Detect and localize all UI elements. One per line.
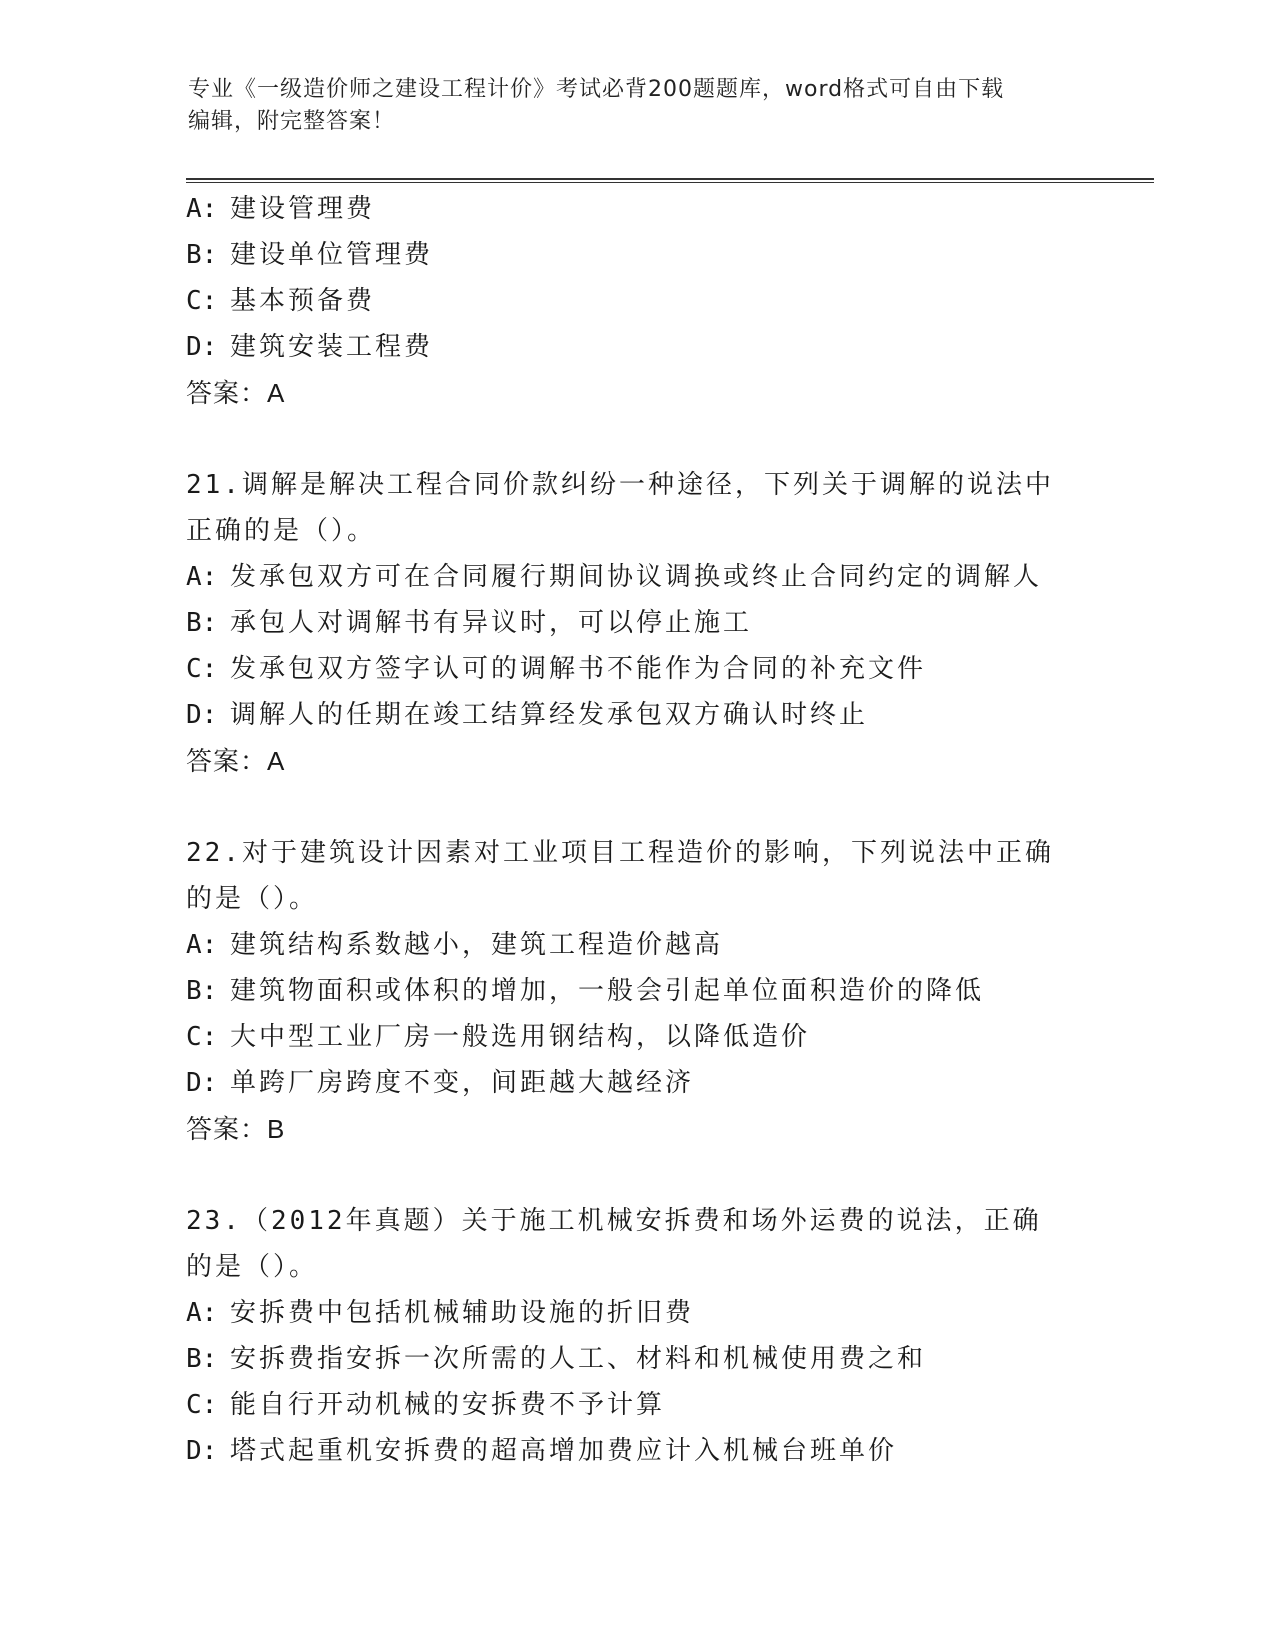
option-text: 基本预备费 bbox=[230, 286, 376, 316]
option-letter: A: bbox=[186, 1298, 218, 1328]
option-a bbox=[186, 186, 1086, 232]
option-letter: D: bbox=[186, 1068, 218, 1098]
option-text: 单跨厂房跨度不变，间距越大越经济 bbox=[230, 1068, 695, 1098]
option-text: 发承包双方可在合同履行期间协议调换或终止合同约定的调解人 bbox=[230, 562, 1043, 592]
spacer bbox=[186, 1152, 1086, 1198]
option-b bbox=[186, 600, 1086, 646]
option-c bbox=[186, 278, 1086, 324]
header-title-line: 专业《一级造价师之建设工程计价》考试必背200题题库，word格式可自由下载 bbox=[188, 77, 1005, 102]
option-letter: B: bbox=[186, 976, 218, 1006]
option-text: 建设单位管理费 bbox=[230, 240, 434, 270]
option-text: 调解人的任期在竣工结算经发承包双方确认时终止 bbox=[230, 700, 869, 730]
option-letter: C: bbox=[186, 286, 218, 316]
option-letter: B: bbox=[186, 608, 218, 638]
answer-line: 答案：A bbox=[186, 746, 286, 776]
option-text: 建筑结构系数越小，建筑工程造价越高 bbox=[230, 930, 724, 960]
option-text: 能自行开动机械的安拆费不予计算 bbox=[230, 1390, 666, 1420]
option-text: 建筑物面积或体积的增加，一般会引起单位面积造价的降低 bbox=[230, 976, 985, 1006]
header-divider bbox=[186, 178, 1154, 183]
question-stem: 22.对于建筑设计因素对工业项目工程造价的影响，下列说法中正确的是（）。 bbox=[186, 838, 1054, 914]
spacer bbox=[186, 416, 1086, 462]
option-letter: B: bbox=[186, 1344, 218, 1374]
option-c bbox=[186, 646, 1086, 692]
option-letter: C: bbox=[186, 654, 218, 684]
option-text: 发承包双方签字认可的调解书不能作为合同的补充文件 bbox=[230, 654, 927, 684]
option-b bbox=[186, 968, 1086, 1014]
spacer bbox=[186, 784, 1086, 830]
question-stem: 23.（2012年真题）关于施工机械安拆费和场外运费的说法，正确的是（）。 bbox=[186, 1206, 1042, 1282]
question-item bbox=[186, 462, 1086, 784]
option-d bbox=[186, 692, 1086, 738]
question-list bbox=[186, 186, 1086, 1474]
option-text: 安拆费指安拆一次所需的人工、材料和机械使用费之和 bbox=[230, 1344, 927, 1374]
option-a bbox=[186, 554, 1086, 600]
option-a bbox=[186, 922, 1086, 968]
question-stem: 21.调解是解决工程合同价款纠纷一种途径，下列关于调解的说法中正确的是（）。 bbox=[186, 470, 1054, 546]
option-text: 塔式起重机安拆费的超高增加费应计入机械台班单价 bbox=[230, 1436, 898, 1466]
option-text: 承包人对调解书有异议时，可以停止施工 bbox=[230, 608, 753, 638]
option-letter: A: bbox=[186, 930, 218, 960]
document-header bbox=[188, 74, 1068, 138]
option-a bbox=[186, 1290, 1086, 1336]
answer-line: 答案：A bbox=[186, 378, 286, 408]
option-d bbox=[186, 1428, 1086, 1474]
question-item bbox=[186, 1198, 1086, 1474]
header-title-line: 编辑，附完整答案！ bbox=[188, 109, 396, 134]
question-item bbox=[186, 186, 1086, 416]
option-letter: D: bbox=[186, 700, 218, 730]
option-text: 建设管理费 bbox=[230, 194, 376, 224]
option-letter: A: bbox=[186, 194, 218, 224]
option-letter: B: bbox=[186, 240, 218, 270]
option-c bbox=[186, 1014, 1086, 1060]
option-b bbox=[186, 232, 1086, 278]
option-text: 安拆费中包括机械辅助设施的折旧费 bbox=[230, 1298, 695, 1328]
option-letter: A: bbox=[186, 562, 218, 592]
answer-line: 答案：B bbox=[186, 1114, 286, 1144]
option-letter: C: bbox=[186, 1390, 218, 1420]
option-text: 大中型工业厂房一般选用钢结构，以降低造价 bbox=[230, 1022, 811, 1052]
option-c bbox=[186, 1382, 1086, 1428]
option-text: 建筑安装工程费 bbox=[230, 332, 434, 362]
option-letter: D: bbox=[186, 332, 218, 362]
option-letter: D: bbox=[186, 1436, 218, 1466]
option-d bbox=[186, 324, 1086, 370]
option-letter: C: bbox=[186, 1022, 218, 1052]
question-item bbox=[186, 830, 1086, 1152]
option-b bbox=[186, 1336, 1086, 1382]
option-d bbox=[186, 1060, 1086, 1106]
